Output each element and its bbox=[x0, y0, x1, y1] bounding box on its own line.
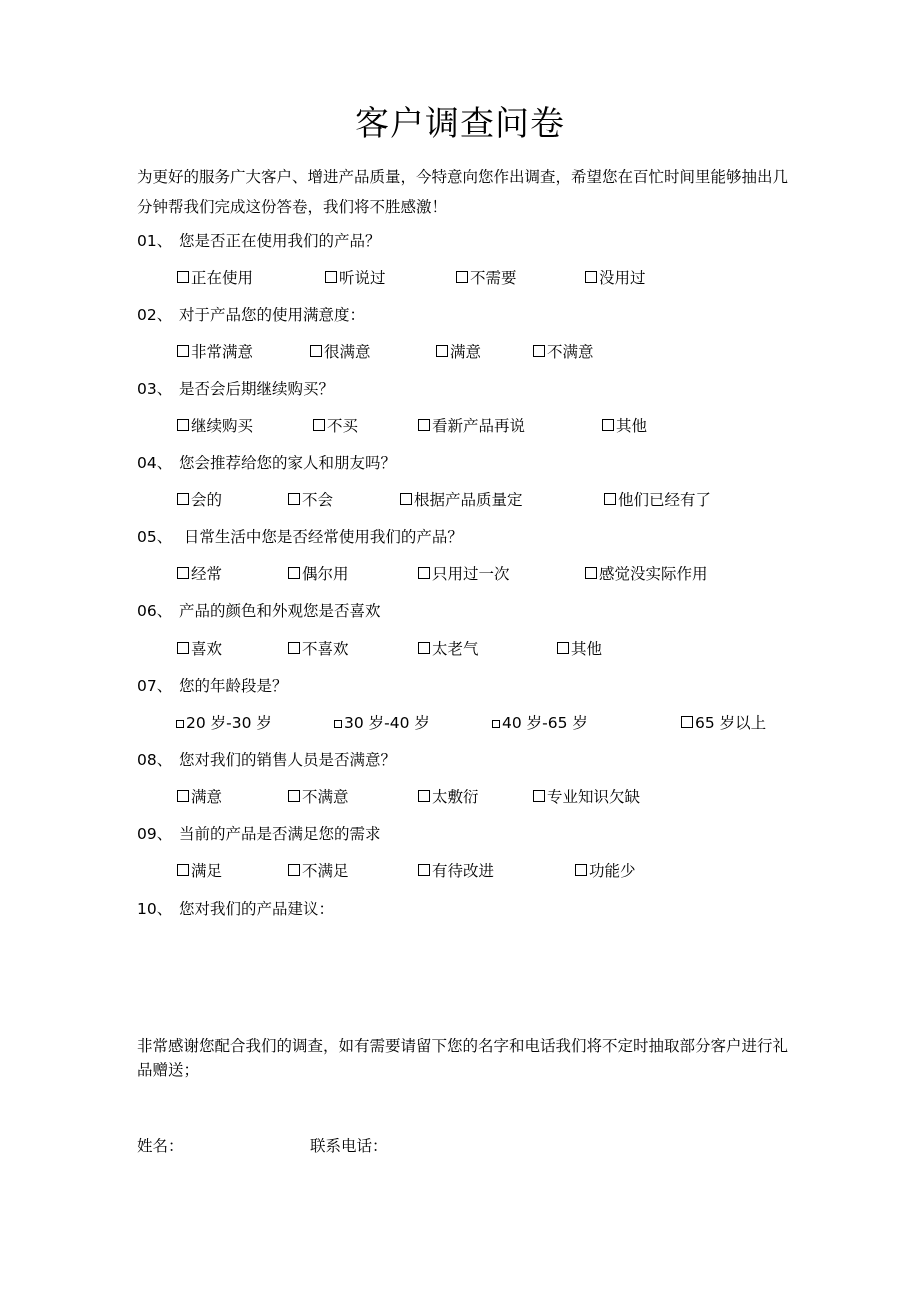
option-checkbox[interactable] bbox=[602, 414, 647, 436]
option-label: 只用过一次 bbox=[432, 565, 510, 583]
option-label: 不喜欢 bbox=[302, 640, 349, 658]
checkbox-icon[interactable] bbox=[325, 271, 337, 283]
option-checkbox[interactable] bbox=[177, 340, 253, 362]
option-checkbox[interactable] bbox=[313, 414, 358, 436]
question-text: 您的年龄段是？ bbox=[179, 677, 288, 695]
question-10 bbox=[137, 897, 334, 919]
option-checkbox[interactable] bbox=[418, 414, 525, 436]
question-number: 09、 bbox=[137, 825, 173, 843]
option-label: 听说过 bbox=[339, 269, 386, 287]
question-text: 当前的产品是否满足您的需求 bbox=[179, 825, 381, 843]
checkbox-icon[interactable] bbox=[288, 790, 300, 802]
option-label: 满足 bbox=[191, 862, 223, 880]
option-checkbox[interactable] bbox=[533, 785, 640, 807]
option-label: 会的 bbox=[191, 491, 223, 509]
option-label: 不会 bbox=[302, 491, 334, 509]
option-label: 太敷衍 bbox=[432, 788, 479, 806]
option-checkbox[interactable] bbox=[436, 340, 481, 362]
checkbox-icon[interactable] bbox=[288, 864, 300, 876]
options-01 bbox=[0, 266, 920, 290]
checkbox-icon[interactable] bbox=[585, 567, 597, 579]
question-text: 产品的颜色和外观您是否喜欢 bbox=[179, 602, 381, 620]
option-label: 没用过 bbox=[599, 269, 646, 287]
checkbox-icon[interactable] bbox=[177, 345, 189, 357]
option-label: 其他 bbox=[616, 417, 648, 435]
option-label: 功能少 bbox=[589, 862, 636, 880]
checkbox-icon[interactable] bbox=[492, 720, 500, 728]
option-checkbox[interactable] bbox=[575, 859, 636, 881]
option-checkbox[interactable] bbox=[418, 859, 494, 881]
question-number: 06、 bbox=[137, 602, 173, 620]
option-checkbox[interactable] bbox=[418, 785, 479, 807]
question-text: 是否会后期继续购买？ bbox=[179, 380, 335, 398]
checkbox-icon[interactable] bbox=[313, 419, 325, 431]
option-checkbox[interactable] bbox=[533, 340, 594, 362]
question-number: 05、 bbox=[137, 528, 173, 546]
option-label: 他们已经有了 bbox=[618, 491, 712, 509]
question-text: 您会推荐给您的家人和朋友吗？ bbox=[179, 454, 397, 472]
option-label: 不需要 bbox=[470, 269, 517, 287]
option-label: 继续购买 bbox=[191, 417, 254, 435]
option-label: 非常满意 bbox=[191, 343, 254, 361]
question-04 bbox=[137, 451, 396, 473]
question-number: 02、 bbox=[137, 306, 173, 324]
checkbox-icon[interactable] bbox=[177, 419, 189, 431]
question-06 bbox=[137, 599, 381, 621]
options-02 bbox=[0, 340, 920, 364]
question-07 bbox=[137, 674, 288, 696]
option-label: 看新产品再说 bbox=[432, 417, 526, 435]
option-checkbox[interactable] bbox=[176, 711, 272, 733]
option-label: 很满意 bbox=[324, 343, 371, 361]
checkbox-icon[interactable] bbox=[456, 271, 468, 283]
option-checkbox[interactable] bbox=[604, 488, 711, 510]
option-checkbox[interactable] bbox=[288, 859, 349, 881]
question-number: 08、 bbox=[137, 751, 173, 769]
checkbox-icon[interactable] bbox=[288, 642, 300, 654]
checkbox-icon[interactable] bbox=[418, 642, 430, 654]
option-checkbox[interactable] bbox=[288, 488, 333, 510]
checkbox-icon[interactable] bbox=[533, 345, 545, 357]
option-checkbox[interactable] bbox=[681, 711, 766, 733]
checkbox-icon[interactable] bbox=[585, 271, 597, 283]
options-08 bbox=[0, 785, 920, 809]
option-checkbox[interactable] bbox=[585, 266, 646, 288]
option-label: 正在使用 bbox=[191, 269, 254, 287]
option-checkbox[interactable] bbox=[177, 859, 222, 881]
option-checkbox[interactable] bbox=[557, 637, 602, 659]
intro-paragraph: 为更好的服务广大客户、增进产品质量，今特意向您作出调查，希望您在百忙时间里能够抽出几分钟帮我们完成这份答卷，我们将不胜感激！ bbox=[137, 168, 789, 216]
question-03 bbox=[137, 377, 334, 399]
option-label: 不满足 bbox=[302, 862, 349, 880]
option-checkbox[interactable] bbox=[177, 785, 222, 807]
options-09 bbox=[0, 859, 920, 883]
closing-paragraph: 非常感谢您配合我们的调查，如有需要请留下您的名字和电话我们将不定时抽取部分客户进行礼品赠送； bbox=[137, 1037, 789, 1079]
checkbox-icon[interactable] bbox=[310, 345, 322, 357]
checkbox-icon[interactable] bbox=[602, 419, 614, 431]
option-label: 满意 bbox=[450, 343, 482, 361]
question-text: 您对我们的产品建议： bbox=[179, 900, 335, 918]
option-label: 满意 bbox=[191, 788, 223, 806]
checkbox-icon[interactable] bbox=[681, 716, 693, 728]
option-checkbox[interactable] bbox=[334, 711, 430, 733]
checkbox-icon[interactable] bbox=[575, 864, 587, 876]
checkbox-icon[interactable] bbox=[177, 493, 189, 505]
option-label: 不满意 bbox=[547, 343, 594, 361]
option-label: 40 岁-65 岁 bbox=[502, 714, 588, 732]
options-05 bbox=[0, 562, 920, 586]
question-number: 10、 bbox=[137, 900, 173, 918]
option-checkbox[interactable] bbox=[456, 266, 517, 288]
question-01 bbox=[137, 229, 381, 251]
option-checkbox[interactable] bbox=[177, 562, 222, 584]
checkbox-icon[interactable] bbox=[177, 790, 189, 802]
option-label: 经常 bbox=[191, 565, 223, 583]
checkbox-icon[interactable] bbox=[288, 567, 300, 579]
checkbox-icon[interactable] bbox=[418, 864, 430, 876]
option-checkbox[interactable] bbox=[177, 488, 222, 510]
checkbox-icon[interactable] bbox=[436, 345, 448, 357]
option-checkbox[interactable] bbox=[492, 711, 588, 733]
option-label: 专业知识欠缺 bbox=[547, 788, 641, 806]
options-07 bbox=[0, 711, 920, 735]
option-checkbox[interactable] bbox=[177, 637, 222, 659]
question-09 bbox=[137, 822, 381, 844]
question-number: 04、 bbox=[137, 454, 173, 472]
question-02 bbox=[137, 303, 365, 325]
checkbox-icon[interactable] bbox=[288, 493, 300, 505]
checkbox-icon[interactable] bbox=[533, 790, 545, 802]
checkbox-icon[interactable] bbox=[176, 720, 184, 728]
option-checkbox[interactable] bbox=[418, 637, 479, 659]
option-label: 不满意 bbox=[302, 788, 349, 806]
checkbox-icon[interactable] bbox=[177, 271, 189, 283]
option-label: 有待改进 bbox=[432, 862, 495, 880]
option-checkbox[interactable] bbox=[288, 785, 349, 807]
question-text: 您是否正在使用我们的产品？ bbox=[179, 232, 381, 250]
phone-field-label: 联系电话： bbox=[310, 1137, 388, 1155]
option-label: 65 岁以上 bbox=[695, 714, 767, 732]
option-label: 喜欢 bbox=[191, 640, 223, 658]
checkbox-icon[interactable] bbox=[177, 864, 189, 876]
checkbox-icon[interactable] bbox=[334, 720, 342, 728]
options-04 bbox=[0, 488, 920, 512]
option-checkbox[interactable] bbox=[288, 562, 349, 584]
option-checkbox[interactable] bbox=[310, 340, 371, 362]
option-checkbox[interactable] bbox=[288, 637, 349, 659]
checkbox-icon[interactable] bbox=[418, 419, 430, 431]
option-label: 不买 bbox=[327, 417, 359, 435]
checkbox-icon[interactable] bbox=[177, 567, 189, 579]
option-label: 其他 bbox=[571, 640, 603, 658]
option-label: 30 岁-40 岁 bbox=[344, 714, 430, 732]
question-05 bbox=[137, 525, 463, 547]
option-label: 偶尔用 bbox=[302, 565, 349, 583]
question-text: 对于产品您的使用满意度： bbox=[179, 306, 366, 324]
checkbox-icon[interactable] bbox=[557, 642, 569, 654]
question-text: 日常生活中您是否经常使用我们的产品？ bbox=[179, 528, 463, 546]
question-08 bbox=[137, 748, 396, 770]
option-label: 太老气 bbox=[432, 640, 479, 658]
option-label: 根据产品质量定 bbox=[414, 491, 523, 509]
checkbox-icon[interactable] bbox=[604, 493, 616, 505]
option-checkbox[interactable] bbox=[400, 488, 523, 510]
option-checkbox[interactable] bbox=[585, 562, 708, 584]
name-field-label: 姓名： bbox=[137, 1137, 184, 1155]
checkbox-icon[interactable] bbox=[400, 493, 412, 505]
page-title: 客户调查问卷 bbox=[355, 104, 565, 144]
checkbox-icon[interactable] bbox=[177, 642, 189, 654]
option-checkbox[interactable] bbox=[177, 266, 253, 288]
option-checkbox[interactable] bbox=[418, 562, 510, 584]
option-checkbox[interactable] bbox=[177, 414, 253, 436]
question-text: 您对我们的销售人员是否满意？ bbox=[179, 751, 397, 769]
question-number: 07、 bbox=[137, 677, 173, 695]
option-checkbox[interactable] bbox=[325, 266, 386, 288]
checkbox-icon[interactable] bbox=[418, 790, 430, 802]
options-03 bbox=[0, 414, 920, 438]
options-06 bbox=[0, 637, 920, 661]
option-label: 感觉没实际作用 bbox=[599, 565, 708, 583]
option-label: 20 岁-30 岁 bbox=[186, 714, 272, 732]
question-number: 01、 bbox=[137, 232, 173, 250]
checkbox-icon[interactable] bbox=[418, 567, 430, 579]
question-number: 03、 bbox=[137, 380, 173, 398]
